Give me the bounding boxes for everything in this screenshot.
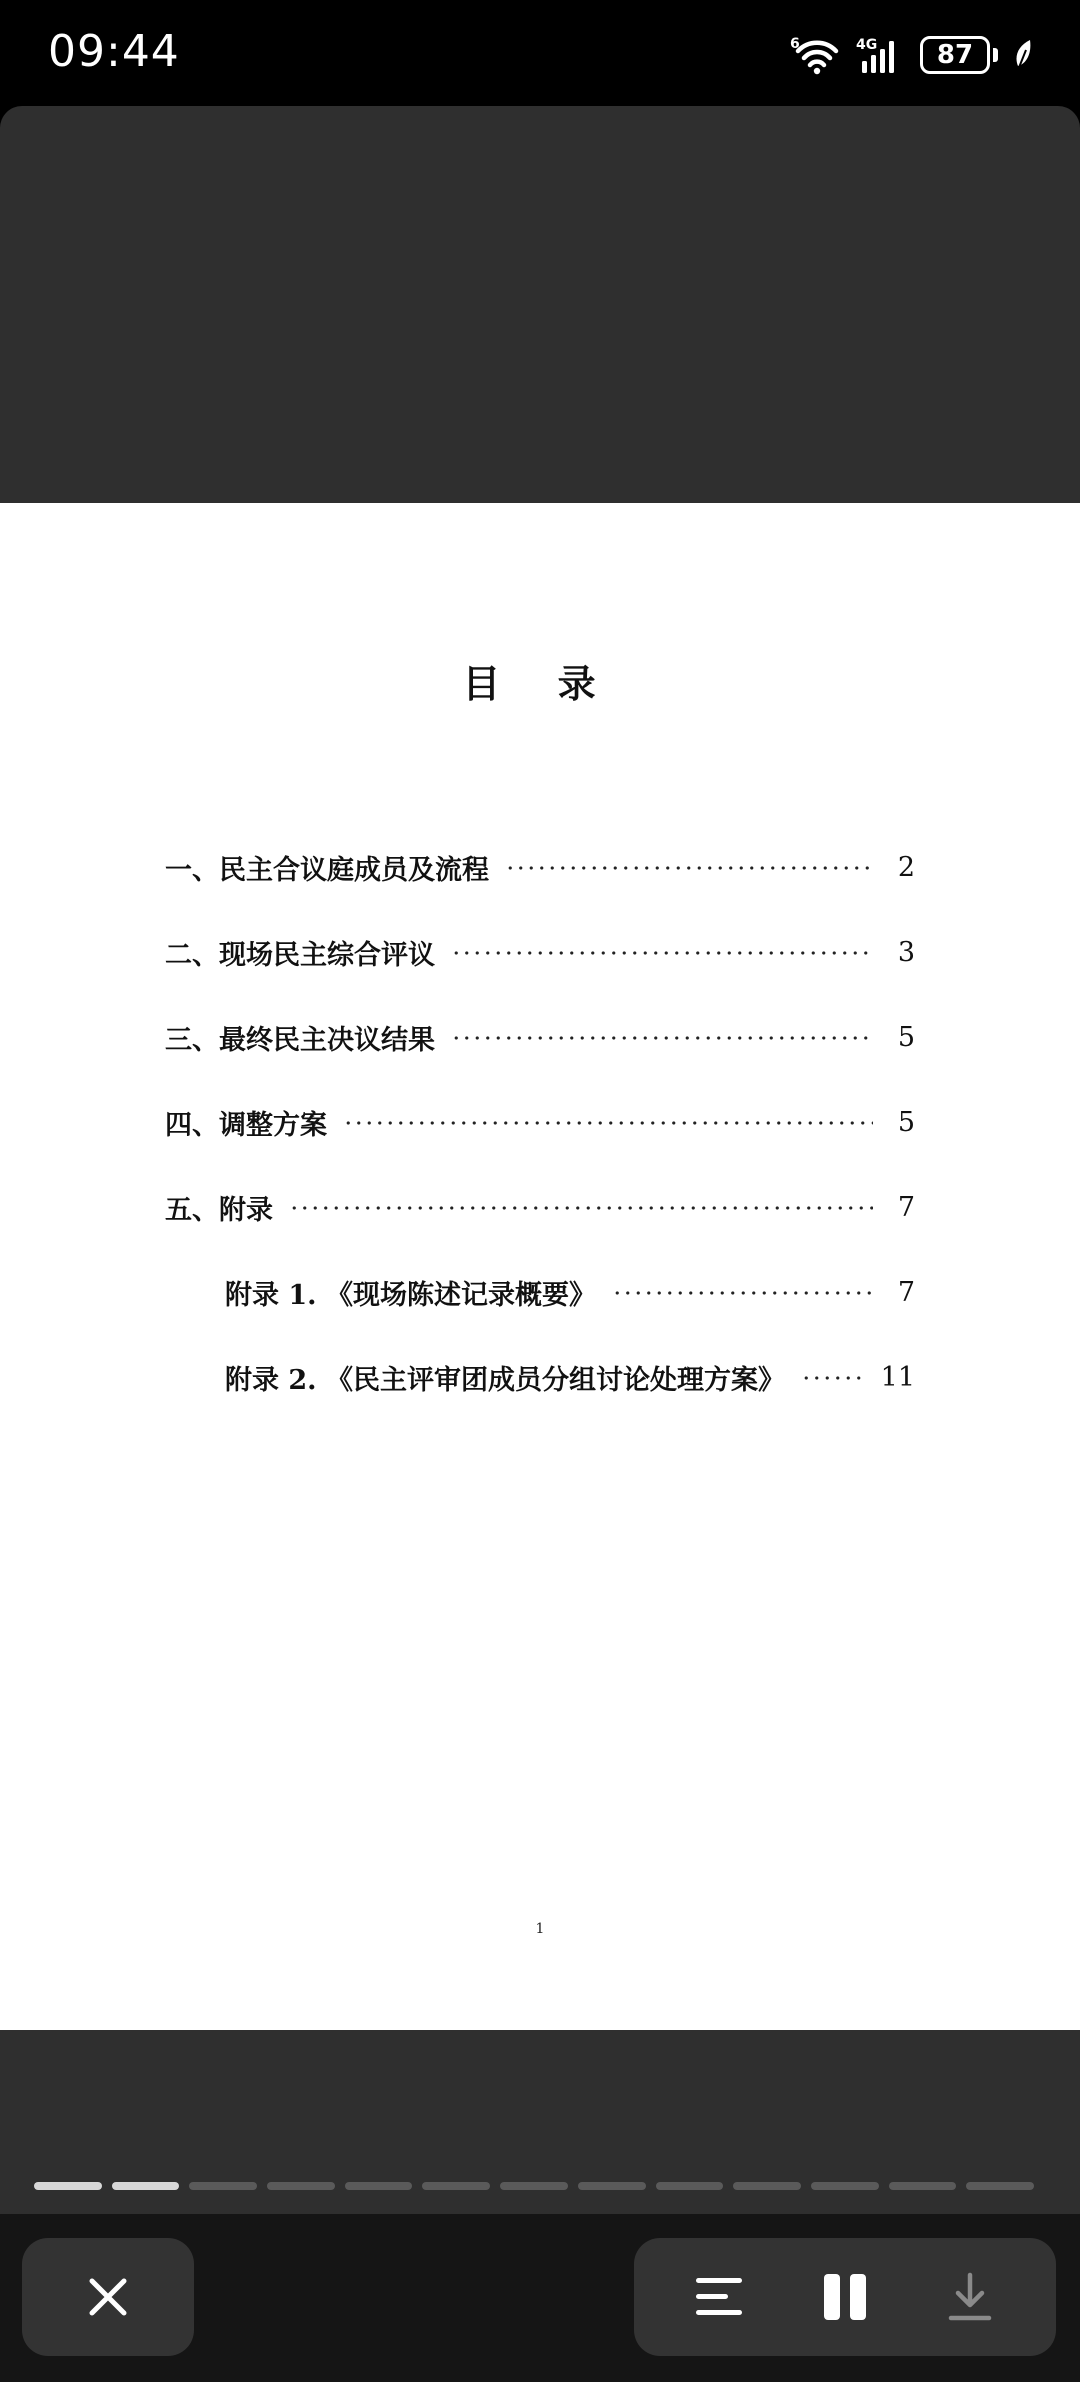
- toc-entry[interactable]: [165, 1165, 915, 1250]
- progress-segment: [733, 2182, 801, 2190]
- toc-entry[interactable]: [165, 1250, 915, 1335]
- bottom-toolbar: [0, 2214, 1080, 2382]
- document-viewer[interactable]: [0, 106, 1080, 2214]
- toc-leader-dots: [801, 1376, 867, 1380]
- pause-button[interactable]: [805, 2257, 885, 2337]
- toc-entry-label: 五、附录: [165, 1195, 273, 1226]
- page-progress-indicator: [34, 2182, 1034, 2190]
- toc-entry[interactable]: [165, 825, 915, 910]
- toc-entry-label: 附录 2. 《民主评审团成员分组讨论处理方案》: [225, 1365, 785, 1396]
- toc-entry-label: 附录 1. 《现场陈述记录概要》: [225, 1280, 596, 1311]
- progress-segment: [578, 2182, 646, 2190]
- toc-entry-page: 5: [897, 1022, 915, 1053]
- status-time: 09:44: [48, 26, 180, 77]
- wifi-badge: 6: [790, 36, 800, 52]
- progress-segment: [267, 2182, 335, 2190]
- toc-entry-label: 一、民主合议庭成员及流程: [165, 855, 489, 886]
- progress-segment: [422, 2182, 490, 2190]
- progress-segment: [966, 2182, 1034, 2190]
- document-page[interactable]: [0, 503, 1080, 2030]
- battery-tip: [993, 48, 998, 62]
- toc-leader-dots: [505, 866, 873, 870]
- battery-level: 87: [936, 40, 974, 70]
- progress-segment: [345, 2182, 413, 2190]
- wifi-icon: [790, 35, 842, 75]
- toc-entry-label: 二、现场民主综合评议: [165, 940, 435, 971]
- pause-icon: [821, 2272, 869, 2322]
- progress-segment: [811, 2182, 879, 2190]
- table-of-contents: [165, 825, 915, 1420]
- toc-leader-dots: [451, 1036, 873, 1040]
- toc-leader-dots: [612, 1291, 873, 1295]
- toc-leader-dots: [343, 1121, 873, 1125]
- toc-entry-page: 2: [897, 852, 915, 883]
- toc-entry-page: 3: [897, 937, 915, 968]
- toc-entry[interactable]: [165, 1080, 915, 1165]
- cell-badge: 4G: [856, 37, 878, 53]
- progress-segment: [112, 2182, 180, 2190]
- status-icons: [790, 30, 1034, 80]
- status-bar: [0, 0, 1080, 106]
- leaf-icon: [1012, 38, 1034, 72]
- toc-entry-page: 7: [897, 1192, 915, 1223]
- toc-entry-page: 5: [897, 1107, 915, 1138]
- battery-group: [920, 36, 998, 74]
- toc-entry-label: 三、最终民主决议结果: [165, 1025, 435, 1056]
- menu-icon: [694, 2274, 746, 2320]
- toc-entry-page: 7: [897, 1277, 915, 1308]
- toc-leader-dots: [451, 951, 873, 955]
- progress-segment: [500, 2182, 568, 2190]
- menu-button[interactable]: [680, 2257, 760, 2337]
- playback-controls: [634, 2238, 1056, 2356]
- download-icon: [946, 2272, 994, 2322]
- progress-segment: [656, 2182, 724, 2190]
- close-button[interactable]: [22, 2238, 194, 2356]
- toc-entry-page: 11: [880, 1362, 915, 1393]
- toc-entry[interactable]: [165, 995, 915, 1080]
- page-number: 1: [535, 1921, 545, 1937]
- toc-leader-dots: [289, 1206, 873, 1210]
- progress-segment: [889, 2182, 957, 2190]
- download-button[interactable]: [930, 2257, 1010, 2337]
- toc-entry[interactable]: [165, 1335, 915, 1420]
- close-icon: [84, 2273, 132, 2321]
- toc-entry[interactable]: [165, 910, 915, 995]
- toc-entry-label: 四、调整方案: [165, 1110, 327, 1141]
- cellular-signal-icon: [856, 35, 906, 75]
- progress-segment: [189, 2182, 257, 2190]
- toc-title: 目 录: [462, 661, 618, 706]
- battery-icon: [920, 36, 990, 74]
- progress-segment: [34, 2182, 102, 2190]
